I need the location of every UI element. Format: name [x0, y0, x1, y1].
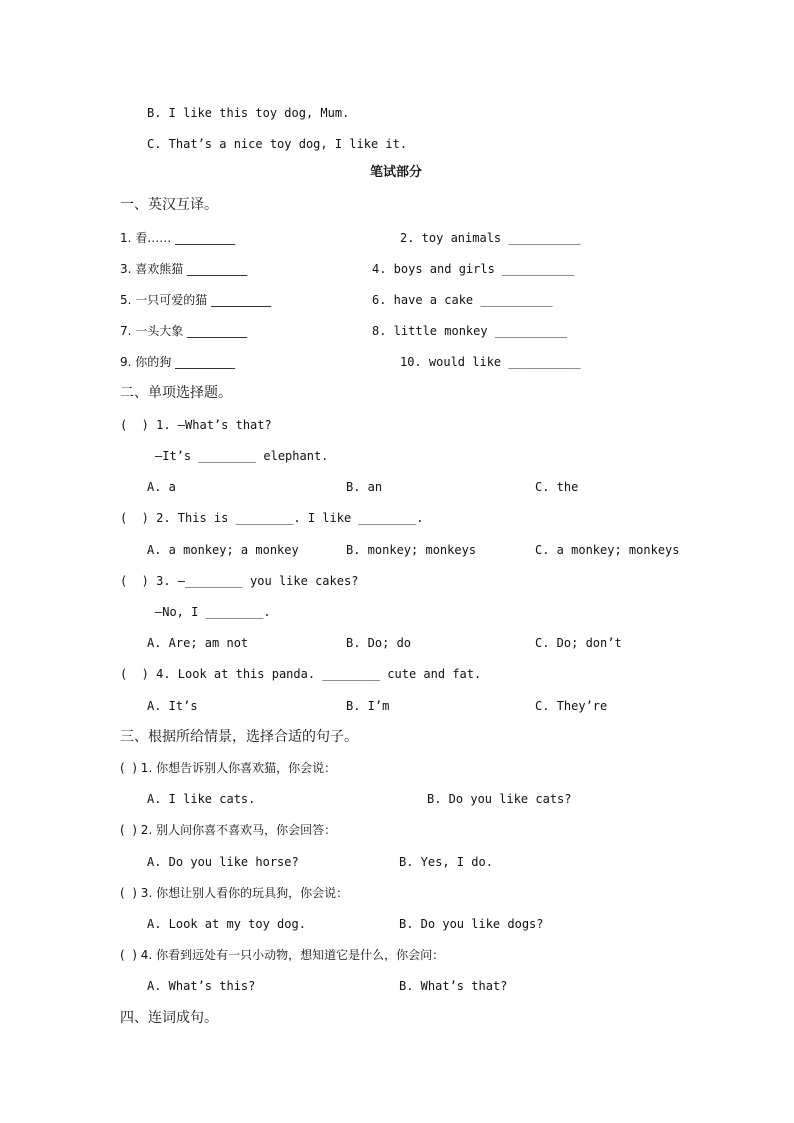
situation-question-1: ( ) 1. 你想告诉别人你喜欢猫，你会说：	[120, 761, 337, 775]
situation-q2-option-b: B. Yes, I do.	[399, 855, 493, 869]
translation-item-8: 8. little monkey __________	[372, 324, 568, 338]
translation-item-3: 3. 喜欢熊猫 __________	[120, 262, 248, 276]
mc-q3-option-c: C. Do; don’t	[535, 636, 622, 650]
section-title: 笔试部分	[370, 165, 423, 180]
mc-question-4: ( ) 4. Look at this panda. ________ cute and fat.	[120, 667, 482, 681]
mc-q2-option-b: B. monkey; monkeys	[346, 543, 477, 557]
situation-question-2: ( ) 2. 别人问你喜不喜欢马，你会回答：	[120, 823, 337, 837]
situation-q2-option-a: A. Do you like horse?	[147, 855, 299, 869]
mc-q3-option-a: A. Are; am not	[147, 636, 249, 650]
translation-item-5: 5. 一只可爱的猫 __________	[120, 293, 272, 307]
section4-heading: 四、连词成句。	[120, 1010, 218, 1026]
translation-item-2: 2. toy animals __________	[400, 231, 581, 245]
section3-heading: 三、根据所给情景，选择合适的句子。	[120, 729, 358, 745]
mc-q2-option-a: A. a monkey; a monkey	[147, 543, 299, 557]
mc-question-2: ( ) 2. This is ________. I like ________.	[120, 511, 424, 525]
translation-item-6: 6. have a cake __________	[372, 293, 553, 307]
mc-question-3-line2: —No, I ________.	[155, 605, 271, 619]
translation-item-7: 7. 一头大象 __________	[120, 324, 248, 338]
mc-q1-option-a: A. a	[147, 480, 176, 494]
situation-question-3: ( ) 3. 你想让别人看你的玩具狗，你会说：	[120, 886, 349, 900]
mc-question-3: ( ) 3. —________ you like cakes?	[120, 574, 359, 588]
situation-q4-option-a: A. What’s this?	[147, 979, 256, 993]
mc-q4-option-a: A. It’s	[147, 699, 198, 713]
mc-q2-option-c: C. a monkey; monkeys	[535, 543, 680, 557]
section1-heading: 一、英汉互译。	[120, 197, 218, 213]
mc-question-1: ( ) 1. —What’s that?	[120, 418, 272, 432]
mc-q4-option-b: B. I’m	[346, 699, 390, 713]
situation-q3-option-b: B. Do you like dogs?	[399, 917, 544, 931]
mc-q3-option-b: B. Do; do	[346, 636, 412, 650]
option-b: B. I like this toy dog, Mum.	[147, 106, 350, 120]
situation-q1-option-a: A. I like cats.	[147, 792, 256, 806]
translation-item-4: 4. boys and girls __________	[372, 262, 575, 276]
translation-item-10: 10. would like __________	[400, 355, 581, 369]
situation-q1-option-b: B. Do you like cats?	[427, 792, 572, 806]
section2-heading: 二、单项选择题。	[120, 385, 232, 401]
mc-question-1-line2: —It’s ________ elephant.	[155, 449, 329, 463]
situation-question-4: ( ) 4. 你看到远处有一只小动物，想知道它是什么，你会问：	[120, 948, 445, 962]
mc-q4-option-c: C. They’re	[535, 699, 608, 713]
translation-item-1: 1. 看…… __________	[120, 231, 236, 245]
situation-q4-option-b: B. What’s that?	[399, 979, 508, 993]
translation-item-9: 9. 你的狗 __________	[120, 355, 236, 369]
mc-q1-option-c: C. the	[535, 480, 579, 494]
mc-q1-option-b: B. an	[346, 480, 383, 494]
option-c: C. That’s a nice toy dog, I like it.	[147, 137, 408, 151]
situation-q3-option-a: A. Look at my toy dog.	[147, 917, 306, 931]
